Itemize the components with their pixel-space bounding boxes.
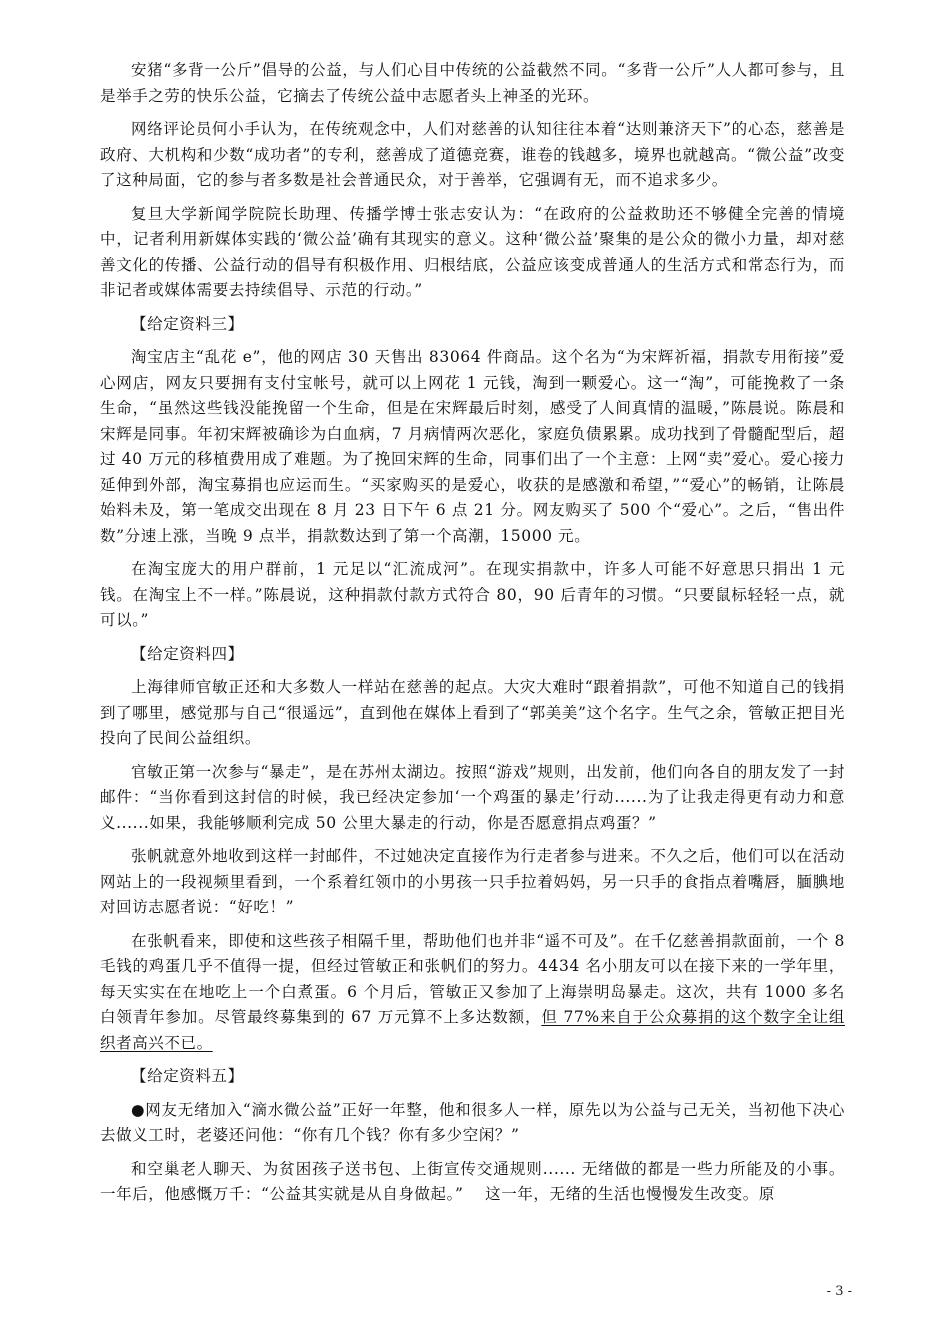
paragraph: 安猪“多背一公斤”倡导的公益，与人们心目中传统的公益截然不同。“多背一公斤”人人都可参与，且是举手之劳的快乐公益，它摘去了传统公益中志愿者头上神圣的光环。 [100, 61, 845, 105]
page-number: - 3 - [826, 1284, 852, 1299]
paragraph: 官敏正第一次参与“暴走”，是在苏州太湖边。按照“游戏”规则，出发前，他们向各自的朋友发了一封邮件：“当你看到这封信的时候，我已经决定参加‘一个鸡蛋的暴走’行动......为了让我走得更有动力和意义......如果，我能够顺利完成 50 公里大暴走的行动，你是否愿意捐点鸡蛋？” [100, 762, 845, 832]
paragraph: 在淘宝庞大的用户群前，1 元足以“汇流成河”。在现实捐款中，许多人可能不好意思只捐出 1 元钱。在淘宝上不一样。”陈晨说，这种捐款付款方式符合 80，90 后青年的习惯。“只要鼠标轻轻一点，就可以。” [100, 560, 845, 629]
paragraph-text: 在张帆看来，即使和这些孩子相隔千里，帮助他们也并非“遥不可及”。在千亿慈善捐款面前，一个 8 毛钱的鸡蛋几乎不值得一提，但经过管敏正和张帆们的努力。4434 名小朋友可以在接下来的一学年里，每天实实在在地吃上一个白煮蛋。6 个月后，管敏正又参加了上海崇明岛暴走。这次，共有 1000 多名白领青年参加。尽管最终募集到的 67 万元算不上多达数额， [100, 931, 845, 1026]
section-heading: 【给定资料四】 [131, 644, 244, 663]
section-heading: 【给定资料五】 [131, 1067, 244, 1085]
paragraph [100, 929, 845, 1057]
section-heading: 【给定资料三】 [131, 314, 244, 333]
paragraph: 上海律师官敏正还和大多数人一样站在慈善的起点。大灾大难时“跟着捐款”，可他不知道自己的钱捐到了哪里，感觉那与自己“很遥远”，直到他在媒体上看到了“郭美美”这个名字。生气之余，管敏正把目光投向了民间公益组织。 [100, 678, 845, 747]
paragraph: 网络评论员何小手认为，在传统观念中，人们对慈善的认知往往本着“达则兼济天下”的心态，慈善是政府、大机构和少数“成功者”的专利，慈善成了道德竞赛，谁卷的钱越多，境界也就越高。“微公益”改变了这种局面，它的参与者多数是社会普通民众，对于善举，它强调有无，而不追求多少。 [100, 120, 845, 189]
paragraph: 复旦大学新闻学院院长助理、传播学博士张志安认为：“在政府的公益救助还不够健全完善的情境中，记者利用新媒体实践的‘微公益’确有其现实的意义。这种‘微公益’聚集的是公众的微小力量，却对慈善文化的传播、公益行动的倡导有积极作用、归根结底，公益应该变成普通人的生活方式和常态行为，而非记者或媒体需要去持续倡导、示范的行动。” [100, 204, 845, 299]
paragraph: 张帆就意外地收到这样一封邮件，不过她决定直接作为行走者参与进来。不久之后，他们可以在活动网站上的一段视频里看到，一个系着红领巾的小男孩一只手拉着妈妈，另一只手的食指点着嘴唇，腼腆地对回访志愿者说：“好吃！” [100, 847, 845, 916]
paragraph: 淘宝店主“乱花 e”，他的网店 30 天售出 83064 件商品。这个名为“为宋辉祈福，捐款专用衔接”爱心网店，网友只要拥有支付宝帐号，就可以上网花 1 元钱，淘到一颗爱心。这一“淘”，可能挽救了一条生命，“虽然这些钱没能挽留一个生命，但是在宋辉最后时刻，感受了人间真情的温暖，”陈晨说。陈晨和宋辉是同事。年初宋辉被确诊为白血病，7 月病情两次恶化，家庭负债累累。成功找到了骨髓配型后，超过 40 万元的移植费用成了难题。为了挽回宋辉的生命，同事们出了一个主意：上网“卖”爱心。爱心接力延伸到外部，淘宝募捐也应运而生。“买家购买的是爱心，收获的是感激和希望，”“爱心”的畅销，让陈晨始料未及，第一笔成交出现在 8 月 23 日下午 6 点 21 分。网友购买了 500 个“爱心”。之后，“售出件数”分速上涨，当晚 9 点半，捐款数达到了第一个高潮，15000 元。 [100, 348, 845, 545]
underlined-sentence: 但 77%来自于公众募捐的这个数字全让组织者高兴不已。 [100, 1008, 845, 1052]
paragraph: ●网友无绪加入“滴水微公益”正好一年整，他和很多人一样，原先以为公益与己无关，当初他下决心去做义工时，老婆还问他：“你有几个钱？你有多少空闲？” [100, 1100, 845, 1144]
document-body [100, 58, 845, 1216]
paragraph: 和空巢老人聊天、为贫困孩子送书包、上街宣传交通规则...... 无绪做的都是一些力所能及的小事。一年后，他感慨万千：“公益其实就是从自身做起。” 这一年，无绪的生活也慢慢发生改变。原 [100, 1159, 845, 1203]
